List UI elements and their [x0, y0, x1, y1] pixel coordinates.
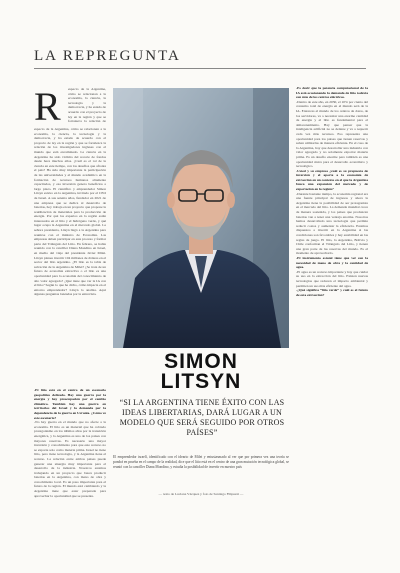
portrait-photo: [113, 88, 289, 348]
answer-3: -Durante bastante tiempo, la economía regional era una fuente principal de ingresos y ahora la Argentina tiene la posibilidad de ser protagonista en el mercado del litio. La demanda mundial crece de manera sostenida, y los países que produzcan baterías van a tener una ventaja enorme. Nosotros hemos desarrollado una tecnología que permite reducir costos y aumentar la eficiencia. Estamos dispuestos a invertir en la Argentina si las condiciones son favorables y hay estabilidad en las reglas de juego. El litio, la Argentina, Bolivia y Chile conforman el Triángulo del Litio, y tienen una gran parte de las reservas del mundo. Es el momento de aprovecharlo.: [296, 191, 368, 256]
question-1: -El litio está en el centro de un escenario geopolítico delicado. Hay una guerra por la energía y hay preocupación por el cambio climático. También hay una guerra en territorios del Israel y la demanda por la dependencia de la guerra en Ucrania. ¿Cómo ve este escenario?: [34, 388, 106, 420]
byline-credit: — texto de Luciana Vázquez y foto de Santiago Filipuzzi —: [158, 492, 244, 496]
answer-2: -Dentro de este año, en 2030, el 10% por ciento del consumo total de energía en el mundo será de la IA. Entonces el mundo de los centros de datos, de los servidores, va a necesitar una enorme cantidad de energía y el litio es fundamental para el almacenamiento. Hay que pensar que la inteligencia artificial no se detiene y va a requerir cada vez más recursos. Eso representa una oportunidad para los países que tienen reservas y saben utilizarlas de manera eficiente. En el caso de la Argentina, hay que desarrollar una industria con valor agregado y no solamente exportar materia prima. Es un desafío enorme pero también es una oportunidad única para el desarrollo económico y tecnológico.: [296, 99, 368, 169]
subject-name-line1: SIMON: [164, 350, 238, 373]
subject-name: [113, 352, 289, 392]
question-4: -El instrumento estatal tiene que ver con la necesidad de mano de obra y la cantidad de agua.: [296, 255, 368, 270]
question-3: -Usted y su empresa ¿cuál es su propuesta de inversión y el aporte a la economía de extracción en un contexto en el que la Argentina busca una expansión del mercado y de exportación en la región?: [296, 168, 368, 192]
column-3: [296, 86, 368, 563]
title-rule: [34, 68, 366, 69]
question-2: -Es decir que la potencia computacional de la IA está ocasionando la demanda de litio todavía con más de los centros eléctricos.: [296, 86, 368, 100]
answer-1: -No hay guerra en el mundo que no afecte a la economía. El litio es un material que ha cobrado protagonismo en los últimos años por la transición energética, y la Argentina es uno de los países con mayores reservas. Es necesario una mayor inversión y conocimiento para que este recurso no se exporte solo como materia prima. Israel no tiene litio, pero tiene tecnología, y la Argentina tiene el recurso. La relación entre ambos países puede generar una sinergia muy importante para el desarrollo de la industria. Nosotros estamos trabajando en un proyecto que busca producir baterías en la Argentina, con mano de obra y conocimiento local. Es un paso importante para el futuro de la región. El mundo está cambiando y la Argentina tiene que estar preparada para aprovechar la oportunidad que se presenta.: [34, 420, 106, 498]
dropcap: R: [34, 84, 61, 129]
subject-name-line2: LITSYN: [160, 370, 242, 393]
intro-text-wrap: [68, 87, 106, 125]
portrait-illustration: [113, 88, 289, 348]
column-1-upper: [34, 127, 106, 345]
question-5: -¿Qué significa “litio verde” y cuál es el futuro de esta extracción?: [296, 288, 368, 297]
column-1-lower: [34, 388, 106, 563]
intro-text: especto de la Argentina, cómo se relacionan a la economía, la ciencia, la tecnología y la democracia, y ha estado de acuerdo con el proyecto de ley en la región y que se fortalezca la relación de: [68, 87, 106, 124]
intro-text-continued: especto de la Argentina, cómo se relacionan a la economía, la ciencia, la tecnología y la democracia, y ha estado de acuerdo con el proyecto de ley en la región y que se fortalezca la relación de los investigadores ingleses con el mundo que está encaminado. La ciencia en la Argentina ha sido víctima del recorte de fondos desde hace muchos años. ¿Cuál es el rol de la ciencia en este tiempo, con los desafíos que afronta el país? Ha sido muy importante la participación de las universidades y el mundo académico en la formación de recursos humanos altamente capacitados, y esa inversión genera beneficios a largo plazo. El científico y emprendedor Simon Litsyn estuvo en la Argentina, invitado por el CEO de Israel. A sus setenta años, fundador en 2021 de una empresa que se dedica al desarrollo de baterías, hoy trabaja en un proyecto que propone la reutilización de materiales para la producción de energía. Por qué los expertos en la región están interesados en el litio y el hidrógeno verde, y qué lugar ocupa la Argentina en el mercado global. La señora presidenta, Litsyn llegó a la Argentina para reunirse con el ministro de Economía. Las empresas deben participar en este proceso y formar parte del Triángulo del Litio. En febrero, se había reunido con la canciller Diana Mondino en Israel, en medio del viaje del presidente Javier Milei. Litsyn planea invertir 104 millones de dólares en el sector del litio argentino.: [34, 127, 106, 265]
photo-caption: El emprendedor israelí, identificado con el ideario de Milei y entusiasmado al ver que por primera vez una teoría se pondrá en prueba en el campo de la realidad, dice que el litio está en el centro de una gran mutación tecnológica global, se reunió con la canciller Diana Mondino, y estudia la posibilidad de invertir en nuestro país: [113, 455, 289, 469]
pull-quote: “SI LA ARGENTINA TIENE ÉXITO CON LAS IDEAS LIBERTARIAS, DARÁ LUGAR A UN MODELO QUE SERÁ SEGUIDO POR OTROS PAÍSES”: [119, 398, 285, 437]
section-title: LA REPREGUNTA: [34, 48, 181, 64]
intro-text-b: ¿El litio es la tabla de salvación de la Argentina de Milei? ¿Se trata de un futuro de economía extractiva o el litio es una oportunidad para la economía del conocimiento de alto valor agregado? ¿Qué tiene que ver la IA con el litio? Según lo que ha dicho, cómo impacta en el entorno emprendedor? Litsyn lo analiza. Aquí algunas preguntas lanzadas por la entrevista.: [34, 260, 106, 297]
answer-4: -El agua es un recurso importante y hay que cuidar su uso en la extracción del litio. Existen nuevas tecnologías que reducen el impacto ambiental y permiten un uso más eficiente del agua.: [296, 269, 368, 288]
